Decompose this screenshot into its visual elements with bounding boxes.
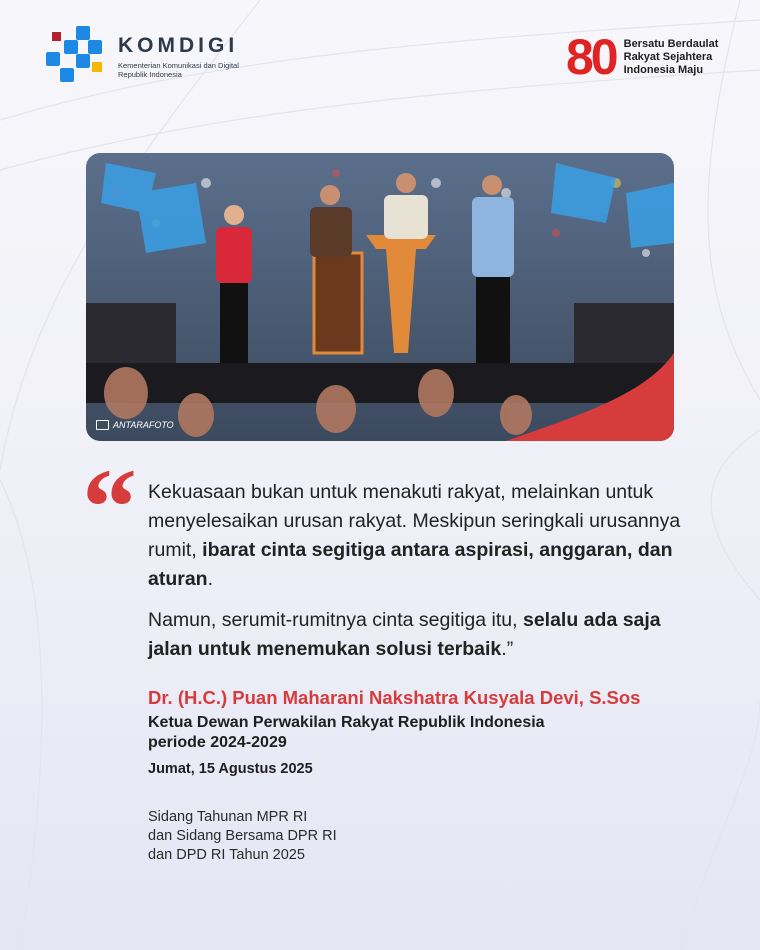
quote-p1-bold: ibarat cinta segitiga antara aspirasi, anggaran, dan aturan [148, 539, 673, 590]
quote-body [148, 478, 688, 676]
author-role [148, 713, 728, 753]
anniversary-logo [566, 29, 719, 85]
quote-paragraph-1 [148, 478, 688, 594]
quote-date: Jumat, 15 Agustus 2025 [148, 761, 313, 777]
anniversary-tagline-line3: Indonesia Maju [623, 63, 704, 76]
event-line1: Sidang Tahunan MPR RI [148, 809, 308, 825]
event-line2: dan Sidang Bersama DPR RI [148, 828, 337, 844]
anniversary-number: 80 [566, 29, 616, 85]
komdigi-subtitle [118, 61, 239, 79]
anniversary-tagline-line1: Bersatu Berdaulat [623, 37, 719, 50]
komdigi-logo [46, 26, 239, 86]
quote-p1-end: . [207, 568, 214, 590]
photo-credit [96, 420, 174, 430]
anniversary-tagline-line2: Rakyat Sejahtera [623, 50, 713, 63]
anniversary-tagline [624, 38, 719, 77]
author-name: Dr. (H.C.) Puan Maharani Nakshatra Kusyala Devi, S.Sos [148, 687, 641, 708]
author-role-line1: Ketua Dewan Perwakilan Rakyat Republik Indonesia [148, 714, 545, 731]
quote-paragraph-2 [148, 606, 688, 664]
komdigi-brand: KOMDIGI [118, 33, 239, 57]
event-info [148, 808, 337, 865]
camera-icon [96, 420, 109, 430]
komdigi-logo-icon [46, 26, 106, 86]
quote-mark-icon: “ [82, 446, 137, 568]
event-photo [86, 153, 674, 441]
quote-p2-text: Namun, serumit-rumitnya cinta segitiga itu, [148, 609, 523, 631]
author-role-line2: periode 2024-2029 [148, 734, 287, 751]
komdigi-subtitle-line2: Republik Indonesia [118, 69, 182, 79]
stage-rally-illustration [86, 153, 674, 441]
quote-p1-text: Kekuasaan bukan untuk menakuti rakyat, melainkan untuk menyelesaikan urusan rakyat. Meskipun seringkali urusannya rumit, [148, 481, 681, 561]
photo-credit-text: ANTARAFOTO [113, 420, 174, 430]
quote-p2-end: .” [501, 638, 514, 660]
quote-p2-bold: selalu ada saja jalan untuk menemukan solusi terbaik [148, 609, 661, 660]
komdigi-subtitle-line1: Kementerian Komunikasi dan Digital [118, 60, 239, 70]
event-line3: dan DPD RI Tahun 2025 [148, 847, 305, 863]
quote-author [148, 687, 728, 777]
